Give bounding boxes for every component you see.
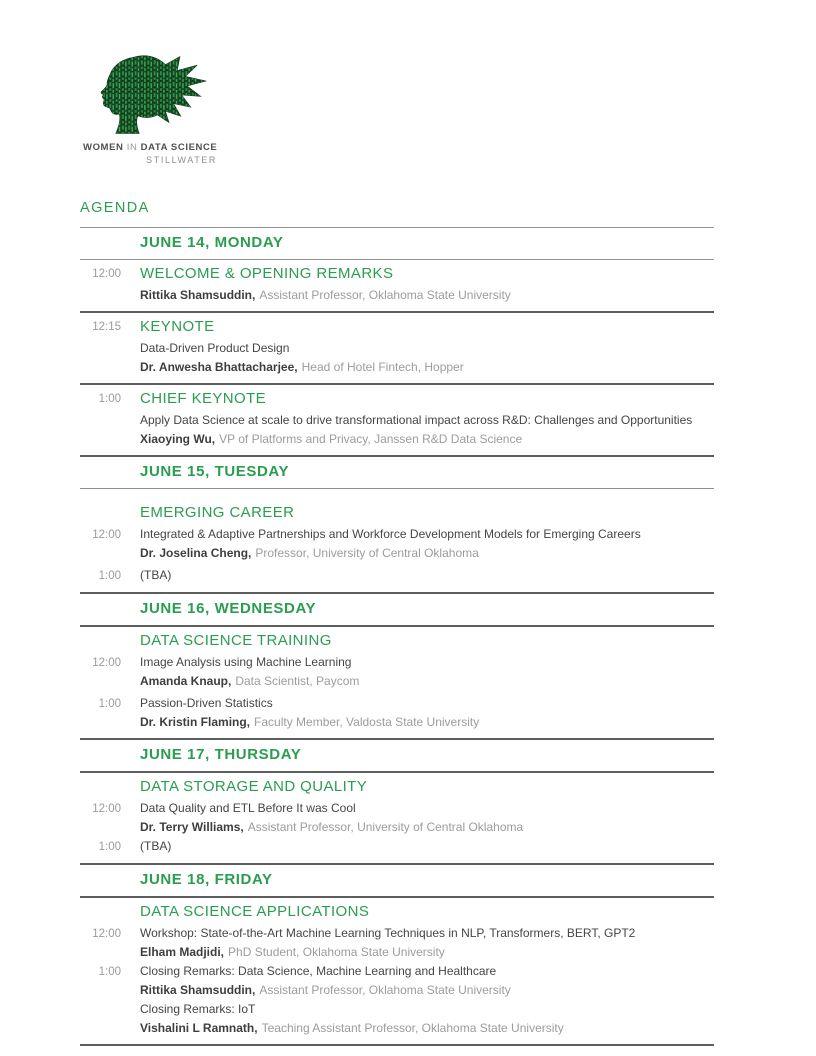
- speaker-role: PhD Student, Oklahoma State University: [228, 945, 445, 959]
- talk-title: (TBA): [140, 568, 172, 582]
- speaker-role: VP of Platforms and Privacy, Janssen R&D Data Science: [219, 432, 523, 446]
- speaker-name: Elham Madjidi,: [140, 945, 225, 959]
- day-header-label: JUNE 15, TUESDAY: [140, 463, 290, 480]
- session-data-storage-and-quality: [80, 773, 714, 863]
- category-heading: DATA STORAGE AND QUALITY: [140, 778, 368, 795]
- speaker-name: Rittika Shamsuddin,: [140, 288, 256, 302]
- speaker-line: [140, 713, 714, 732]
- page-title: AGENDA: [80, 200, 150, 216]
- talk-time: 12:00: [92, 928, 121, 940]
- session-data-science-training: [80, 627, 714, 738]
- talk-title: Apply Data Science at scale to drive transformational impact across R&D: Challenges and Opportunities: [140, 413, 693, 427]
- day-header-label: JUNE 14, MONDAY: [140, 234, 284, 251]
- speaker-name: Dr. Terry Williams,: [140, 820, 244, 834]
- category-heading: DATA SCIENCE TRAINING: [140, 632, 332, 649]
- speaker-line: [140, 286, 714, 305]
- speaker-line: [140, 981, 714, 1000]
- talk-title: (TBA): [140, 839, 172, 853]
- speaker-name: Rittika Shamsuddin,: [140, 983, 256, 997]
- speaker-line: [140, 943, 714, 962]
- speaker-role: Professor, University of Central Oklahoma: [255, 546, 479, 560]
- speaker-role: Data Scientist, Paycom: [235, 674, 360, 688]
- talk-title: Data Quality and ETL Before It was Cool: [140, 801, 356, 815]
- talk: [80, 694, 714, 732]
- brand-word-in: IN: [126, 142, 138, 153]
- session-keynote: [80, 313, 714, 383]
- talk-time: 1:00: [98, 698, 121, 710]
- speaker-line: [140, 544, 714, 563]
- talk: [80, 799, 714, 837]
- brand-name: [83, 142, 219, 153]
- speaker-name: Dr. Joselina Cheng,: [140, 546, 252, 560]
- speaker-line: [140, 672, 714, 691]
- day-header-june-14: [80, 228, 714, 259]
- speaker-role: Assistant Professor, Oklahoma State University: [259, 288, 511, 302]
- talk: [80, 653, 714, 691]
- session-time: 12:15: [92, 321, 121, 333]
- speaker-role: Assistant Professor, Oklahoma State University: [259, 983, 511, 997]
- session-data-science-applications: [80, 898, 714, 1044]
- brand-word-women: WOMEN: [83, 142, 124, 153]
- day-header-june-18: [80, 865, 714, 896]
- category-heading: EMERGING CAREER: [140, 504, 295, 521]
- agenda-section: [80, 198, 714, 1046]
- speaker-name: Vishalini L Ramnath,: [140, 1021, 258, 1035]
- talk: [80, 924, 714, 962]
- talk-title: Closing Remarks: IoT: [140, 1002, 256, 1016]
- talk-title: Passion-Driven Statistics: [140, 696, 273, 710]
- session-time: 12:00: [92, 268, 121, 280]
- brand-location: STILLWATER: [146, 155, 217, 165]
- talk-time: 1:00: [98, 966, 121, 978]
- category-heading: DATA SCIENCE APPLICATIONS: [140, 903, 370, 920]
- speaker-name: Amanda Knaup,: [140, 674, 232, 688]
- talk-time: 12:00: [92, 803, 121, 815]
- session-heading: KEYNOTE: [140, 318, 215, 335]
- talk-time: [80, 1000, 140, 1038]
- brand-word-data-science: DATA SCIENCE: [140, 142, 218, 153]
- talk: [80, 962, 714, 1000]
- speaker-name: Xiaoying Wu,: [140, 432, 216, 446]
- speaker-line: [140, 358, 714, 377]
- speaker-line: [140, 430, 714, 449]
- session-welcome-opening-remarks: [80, 260, 714, 311]
- talk-time: 1:00: [98, 841, 121, 853]
- talk: [80, 525, 714, 563]
- wids-stillwater-logo: [83, 52, 219, 165]
- day-header-label: JUNE 16, WEDNESDAY: [140, 600, 317, 617]
- speaker-name: Dr. Anwesha Bhattacharjee,: [140, 360, 298, 374]
- speaker-line: [140, 1019, 714, 1038]
- talk-time: 12:00: [92, 529, 121, 541]
- day-header-june-17: [80, 740, 714, 771]
- talk-title: Data-Driven Product Design: [140, 341, 290, 355]
- talk-time: 1:00: [98, 570, 121, 582]
- speaker-name: Dr. Kristin Flaming,: [140, 715, 251, 729]
- day-header-label: JUNE 17, THURSDAY: [140, 746, 302, 763]
- day-header-label: JUNE 18, FRIDAY: [140, 871, 273, 888]
- day-header-june-16: [80, 594, 714, 625]
- divider: [80, 1044, 714, 1046]
- speaker-line: [140, 818, 714, 837]
- talk-title: Workshop: State-of-the-Art Machine Learning Techniques in NLP, Transformers, BERT, GPT2: [140, 926, 636, 940]
- speaker-role: Faculty Member, Valdosta State University: [254, 715, 480, 729]
- talk-title: Integrated & Adaptive Partnerships and Workforce Development Models for Emerging Careers: [140, 527, 641, 541]
- day-header-june-15: [80, 457, 714, 488]
- session-time: 1:00: [98, 393, 121, 405]
- talk: [80, 566, 714, 586]
- session-chief-keynote: [80, 385, 714, 455]
- speaker-role: Teaching Assistant Professor, Oklahoma State University: [261, 1021, 564, 1035]
- talk: [80, 837, 714, 857]
- speaker-role: Head of Hotel Fintech, Hopper: [301, 360, 464, 374]
- woman-head-matrix-icon: [83, 52, 219, 138]
- session-emerging-career: [80, 489, 714, 592]
- talk-title: Image Analysis using Machine Learning: [140, 655, 352, 669]
- talk-title: Closing Remarks: Data Science, Machine Learning and Healthcare: [140, 964, 497, 978]
- session-heading: CHIEF KEYNOTE: [140, 390, 267, 407]
- speaker-role: Assistant Professor, University of Central Oklahoma: [247, 820, 524, 834]
- talk: [80, 1000, 714, 1038]
- session-heading: WELCOME & OPENING REMARKS: [140, 265, 394, 282]
- talk-time: 12:00: [92, 657, 121, 669]
